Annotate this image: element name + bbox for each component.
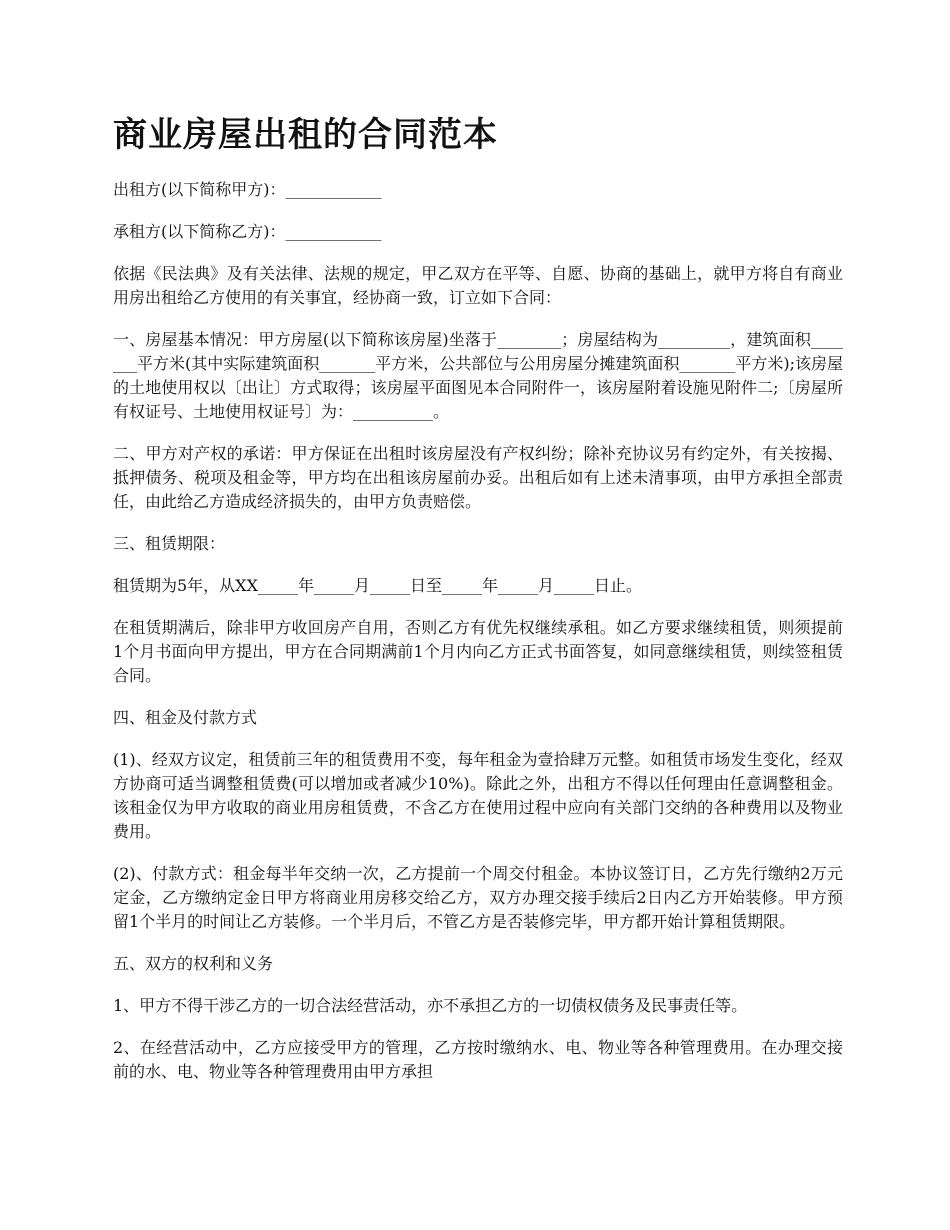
- paragraph-renewal: 在租赁期满后，除非甲方收回房产自用，否则乙方有优先权继续承租。如乙方要求继续租赁，则须提前1个月书面向甲方提出，甲方在合同期满前1个月内向乙方正式书面答复，如同意继续租赁，则续签租赁合同。: [113, 618, 843, 685]
- document-page: [113, 112, 843, 1102]
- paragraph-lessor: 出租方(以下简称甲方)：____________: [113, 180, 382, 199]
- section-heading-rent: 四、租金及付款方式: [113, 708, 258, 727]
- paragraph-lessee: 承租方(以下简称乙方)：____________: [113, 222, 382, 241]
- paragraph-preamble: 依据《民法典》及有关法律、法规的规定，甲乙双方在平等、自愿、协商的基础上，就甲方将自有商业用房出租给乙方使用的有关事宜，经协商一致，订立如下合同：: [113, 264, 843, 307]
- section-heading-term: 三、租赁期限：: [113, 534, 226, 553]
- section-heading-rights: 五、双方的权利和义务: [113, 954, 274, 973]
- paragraph-payment-method: (2)、付款方式：租金每半年交纳一次，乙方提前一个周交付租金。本协议签订日，乙方先行缴纳2万元定金，乙方缴纳定金日甲方将商业用房移交给乙方，双方办理交接手续后2日内乙方开始装修。甲方预留1个半月的时间让乙方装修。一个半月后，不管乙方是否装修完毕，甲方都开始计算租赁期限。: [113, 864, 843, 931]
- paragraph-right-2: 2、在经营活动中，乙方应接受甲方的管理，乙方按时缴纳水、电、物业等各种管理费用。在办理交接前的水、电、物业等各种管理费用由甲方承担: [113, 1038, 843, 1081]
- paragraph-term-period: 租赁期为5年，从XX_____年_____月_____日至_____年_____月_____日止。: [113, 576, 642, 595]
- paragraph-ownership-promise: 二、甲方对产权的承诺：甲方保证在出租时该房屋没有产权纠纷；除补充协议另有约定外，有关按揭、抵押债务、税项及租金等，甲方均在出租该房屋前办妥。出租后如有上述未清事项，由甲方承担全部责任，由此给乙方造成经济损失的，由甲方负责赔偿。: [113, 444, 843, 511]
- paragraph-right-1: 1、甲方不得干涉乙方的一切合法经营活动，亦不承担乙方的一切债权债务及民事责任等。: [113, 996, 748, 1015]
- paragraph-rent-amount: (1)、经双方议定，租赁前三年的租赁费用不变，每年租金为壹拾肆万元整。如租赁市场发生变化，经双方协商可适当调整租赁费(可以增加或者减少10%)。除此之外，出租方不得以任何理由任意调整租金。该租金仅为甲方收取的商业用房租赁费，不含乙方在使用过程中应向有关部门交纳的各种费用以及物业费用。: [113, 750, 843, 841]
- paragraph-property-info: 一、房屋基本情况：甲方房屋(以下简称该房屋)坐落于________；房屋结构为_________，建筑面积_______平方米(其中实际建筑面积_______平方米，公共部位与公用房屋分摊建筑面积_______平方米);该房屋的土地使用权以〔出让〕方式取得；该房屋平面图见本合同附件一，该房屋附着设施见附件二;〔房屋所有权证号、土地使用权证号〕为：__________。: [113, 330, 843, 421]
- document-title: 商业房屋出租的合同范本: [113, 115, 498, 155]
